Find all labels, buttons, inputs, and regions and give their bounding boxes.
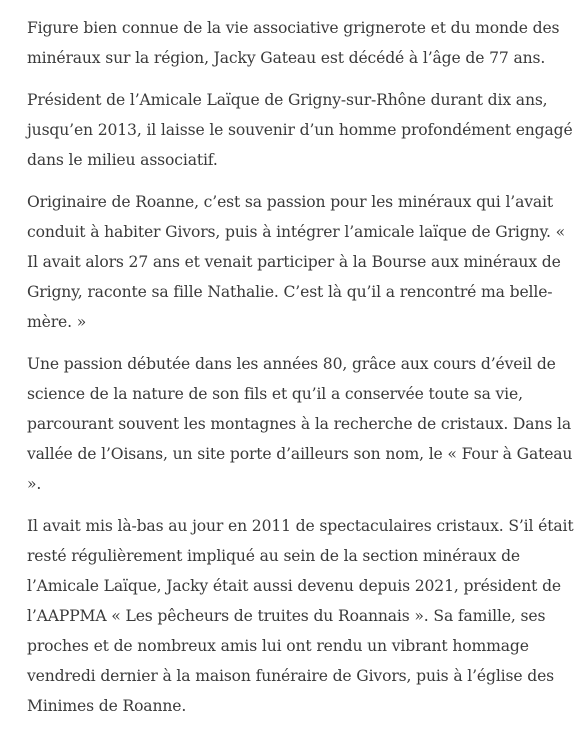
- article-paragraph-4: Une passion débutée dans les années 80, grâce aux cours d’éveil de science de la nature de son fils et qu’il a conservée toute sa vie, parcourant souvent les montagnes à la recherche de cristaux. Dans la vallée de l’Oisans, un site porte d’ailleurs son nom, le « Four à Gateau ».: [27, 355, 573, 493]
- article-paragraph-2: Président de l’Amicale Laïque de Grigny-sur-Rhône durant dix ans, jusqu’en 2013, il laisse le souvenir d’un homme profondément engagé dans le milieu associatif.: [27, 91, 573, 169]
- article-body: [27, 13, 577, 733]
- article-paragraph-3: Originaire de Roanne, c’est sa passion pour les minéraux qui l’avait conduit à habiter Givors, puis à intégrer l’amicale laïque de Grigny. « Il avait alors 27 ans et venait participer à la Bourse aux minéraux de Grigny, raconte sa fille Nathalie. C’est là qu’il a rencontré ma belle-mère. »: [27, 193, 566, 331]
- article-paragraph-5: Il avait mis là-bas au jour en 2011 de spectaculaires cristaux. S’il était resté régulièrement impliqué au sein de la section minéraux de l’Amicale Laïque, Jacky était aussi devenu depuis 2021, président de l’AAPPMA « Les pêcheurs de truites du Roannais ». Sa famille, ses proches et de nombreux amis lui ont rendu un vibrant hommage vendredi dernier à la maison funéraire de Givors, puis à l’église des Minimes de Roanne.: [27, 517, 574, 715]
- article-paragraph-1: Figure bien connue de la vie associative grignerote et du monde des minéraux sur la région, Jacky Gateau est décédé à l’âge de 77 ans.: [27, 19, 560, 67]
